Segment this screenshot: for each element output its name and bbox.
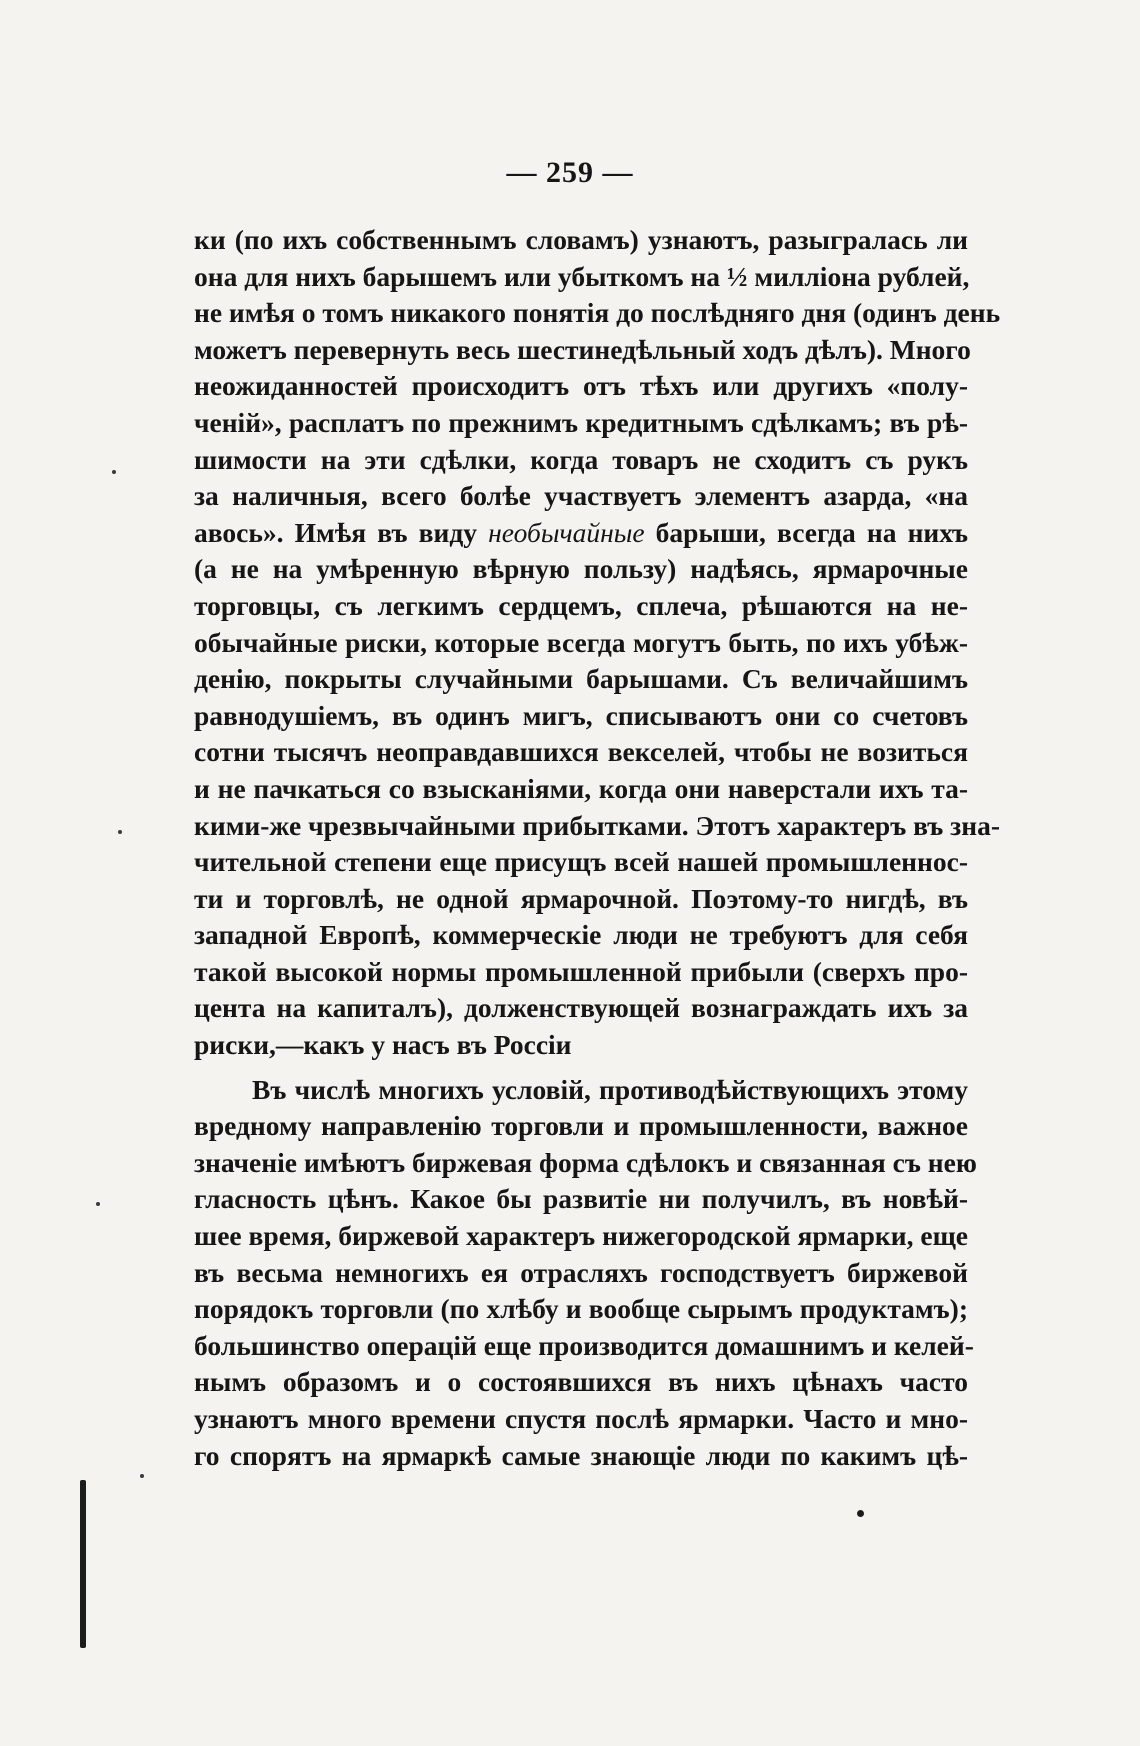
text-line: денію, покрыты случайными барышами. Съ величайшимъ: [194, 663, 968, 695]
text-line: вредному направленію торговли и промышленности, важное: [194, 1110, 968, 1142]
scan-speck: [96, 1202, 100, 1206]
text-line: обычайные риски, которые всегда могутъ быть, по ихъ убѣж-: [194, 626, 968, 658]
text-line: порядокъ торговли (по хлѣбу и вообще сырымъ продуктамъ);: [194, 1293, 968, 1325]
text-line: кими-же чрезвычайными прибытками. Этотъ характеръ въ зна-: [194, 809, 1000, 841]
text-line-indented: Въ числѣ многихъ условій, противодѣйствующихъ этому: [252, 1073, 968, 1105]
page-number: — 259 —: [506, 156, 634, 189]
text-line: и не пачкаться со взысканіями, когда они наверстали ихъ та-: [194, 772, 968, 804]
scan-speck: [118, 830, 122, 834]
text-line: шимости на эти сдѣлки, когда товаръ не сходитъ съ рукъ: [194, 443, 968, 475]
text-line: равнодушіемъ, въ одинъ мигъ, списываютъ они со счетовъ: [194, 699, 968, 731]
text-line: не имѣя о томъ никакого понятія до послѣдняго дня (одинъ день: [194, 297, 1001, 329]
scan-speck: [857, 1510, 864, 1517]
text-line: узнаютъ много времени спустя послѣ ярмарки. Часто и мно-: [194, 1403, 968, 1434]
text-line: цента на капиталъ), долженствующей вознаграждать ихъ за: [194, 992, 968, 1024]
text-line: за наличныя, всего болѣе участвуетъ элементъ азарда, «на: [194, 480, 968, 512]
text-line: чительной степени еще присущъ всей нашей промышленнос-: [194, 846, 968, 878]
scan-speck: [112, 470, 116, 474]
text-line: нымъ образомъ и о состоявшихся въ нихъ цѣнахъ часто: [194, 1366, 968, 1398]
text-line: ки (по ихъ собственнымъ словамъ) узнаютъ, разыгралась ли: [194, 224, 968, 255]
text-line: ченій», расплатъ по прежнимъ кредитнымъ сдѣлкамъ; въ рѣ-: [194, 406, 968, 438]
italic-word: необычайные: [488, 516, 645, 548]
text-line: значеніе имѣютъ биржевая форма сдѣлокъ и связанная съ нею: [194, 1146, 977, 1178]
text-line: сотни тысячъ неоправдавшихся векселей, чтобы не возиться: [194, 736, 968, 768]
text-line: торговцы, съ легкимъ сердцемъ, сплеча, рѣшаются на не-: [194, 589, 968, 621]
text-line: го спорятъ на ярмаркѣ самые знающіе люди по какимъ цѣ-: [194, 1439, 968, 1471]
text-line-with-italic: [194, 515, 968, 552]
text-line: гласность цѣнъ. Какое бы развитіе ни получилъ, въ новѣй-: [194, 1183, 968, 1215]
text-line: западной Европѣ, коммерческіе люди не требуютъ для себя: [194, 919, 968, 951]
text-line: большинство операцій еще производится домашнимъ и келей-: [194, 1329, 974, 1361]
scan-speck: [140, 1474, 144, 1478]
text-line: (а не на умѣренную вѣрную пользу) надѣясь, ярмарочные: [194, 553, 968, 585]
paragraph-1: [194, 222, 1001, 1064]
text-line: такой высокой нормы промышленной прибыли (сверхъ про-: [194, 955, 968, 987]
text-line: неожиданностей происходитъ отъ тѣхъ или другихъ «полу-: [194, 370, 968, 402]
text-segment: авось». Имѣя въ виду: [194, 516, 489, 548]
paragraph-gap: [194, 1064, 968, 1072]
body-text: [194, 222, 1001, 1474]
text-line: шее время, биржевой характеръ нижегородской ярмарки, еще: [194, 1220, 968, 1252]
text-line-last: риски,—какъ у насъ въ Россіи: [194, 1029, 572, 1061]
paragraph-2: [194, 1072, 977, 1475]
text-segment: барыши, всегда на нихъ: [644, 516, 968, 548]
text-line: въ весьма немногихъ ея отрасляхъ господствуетъ биржевой: [194, 1256, 968, 1288]
text-line: можетъ перевернуть весь шестинедѣльный ходъ дѣлъ). Много: [194, 333, 971, 365]
text-line: ти и торговлѣ, не одной ярмарочной. Поэтому-то нигдѣ, въ: [194, 882, 968, 914]
scan-margin-mark: [80, 1480, 86, 1648]
text-line: она для нихъ барышемъ или убыткомъ на ½ милліона рублей,: [194, 260, 970, 292]
